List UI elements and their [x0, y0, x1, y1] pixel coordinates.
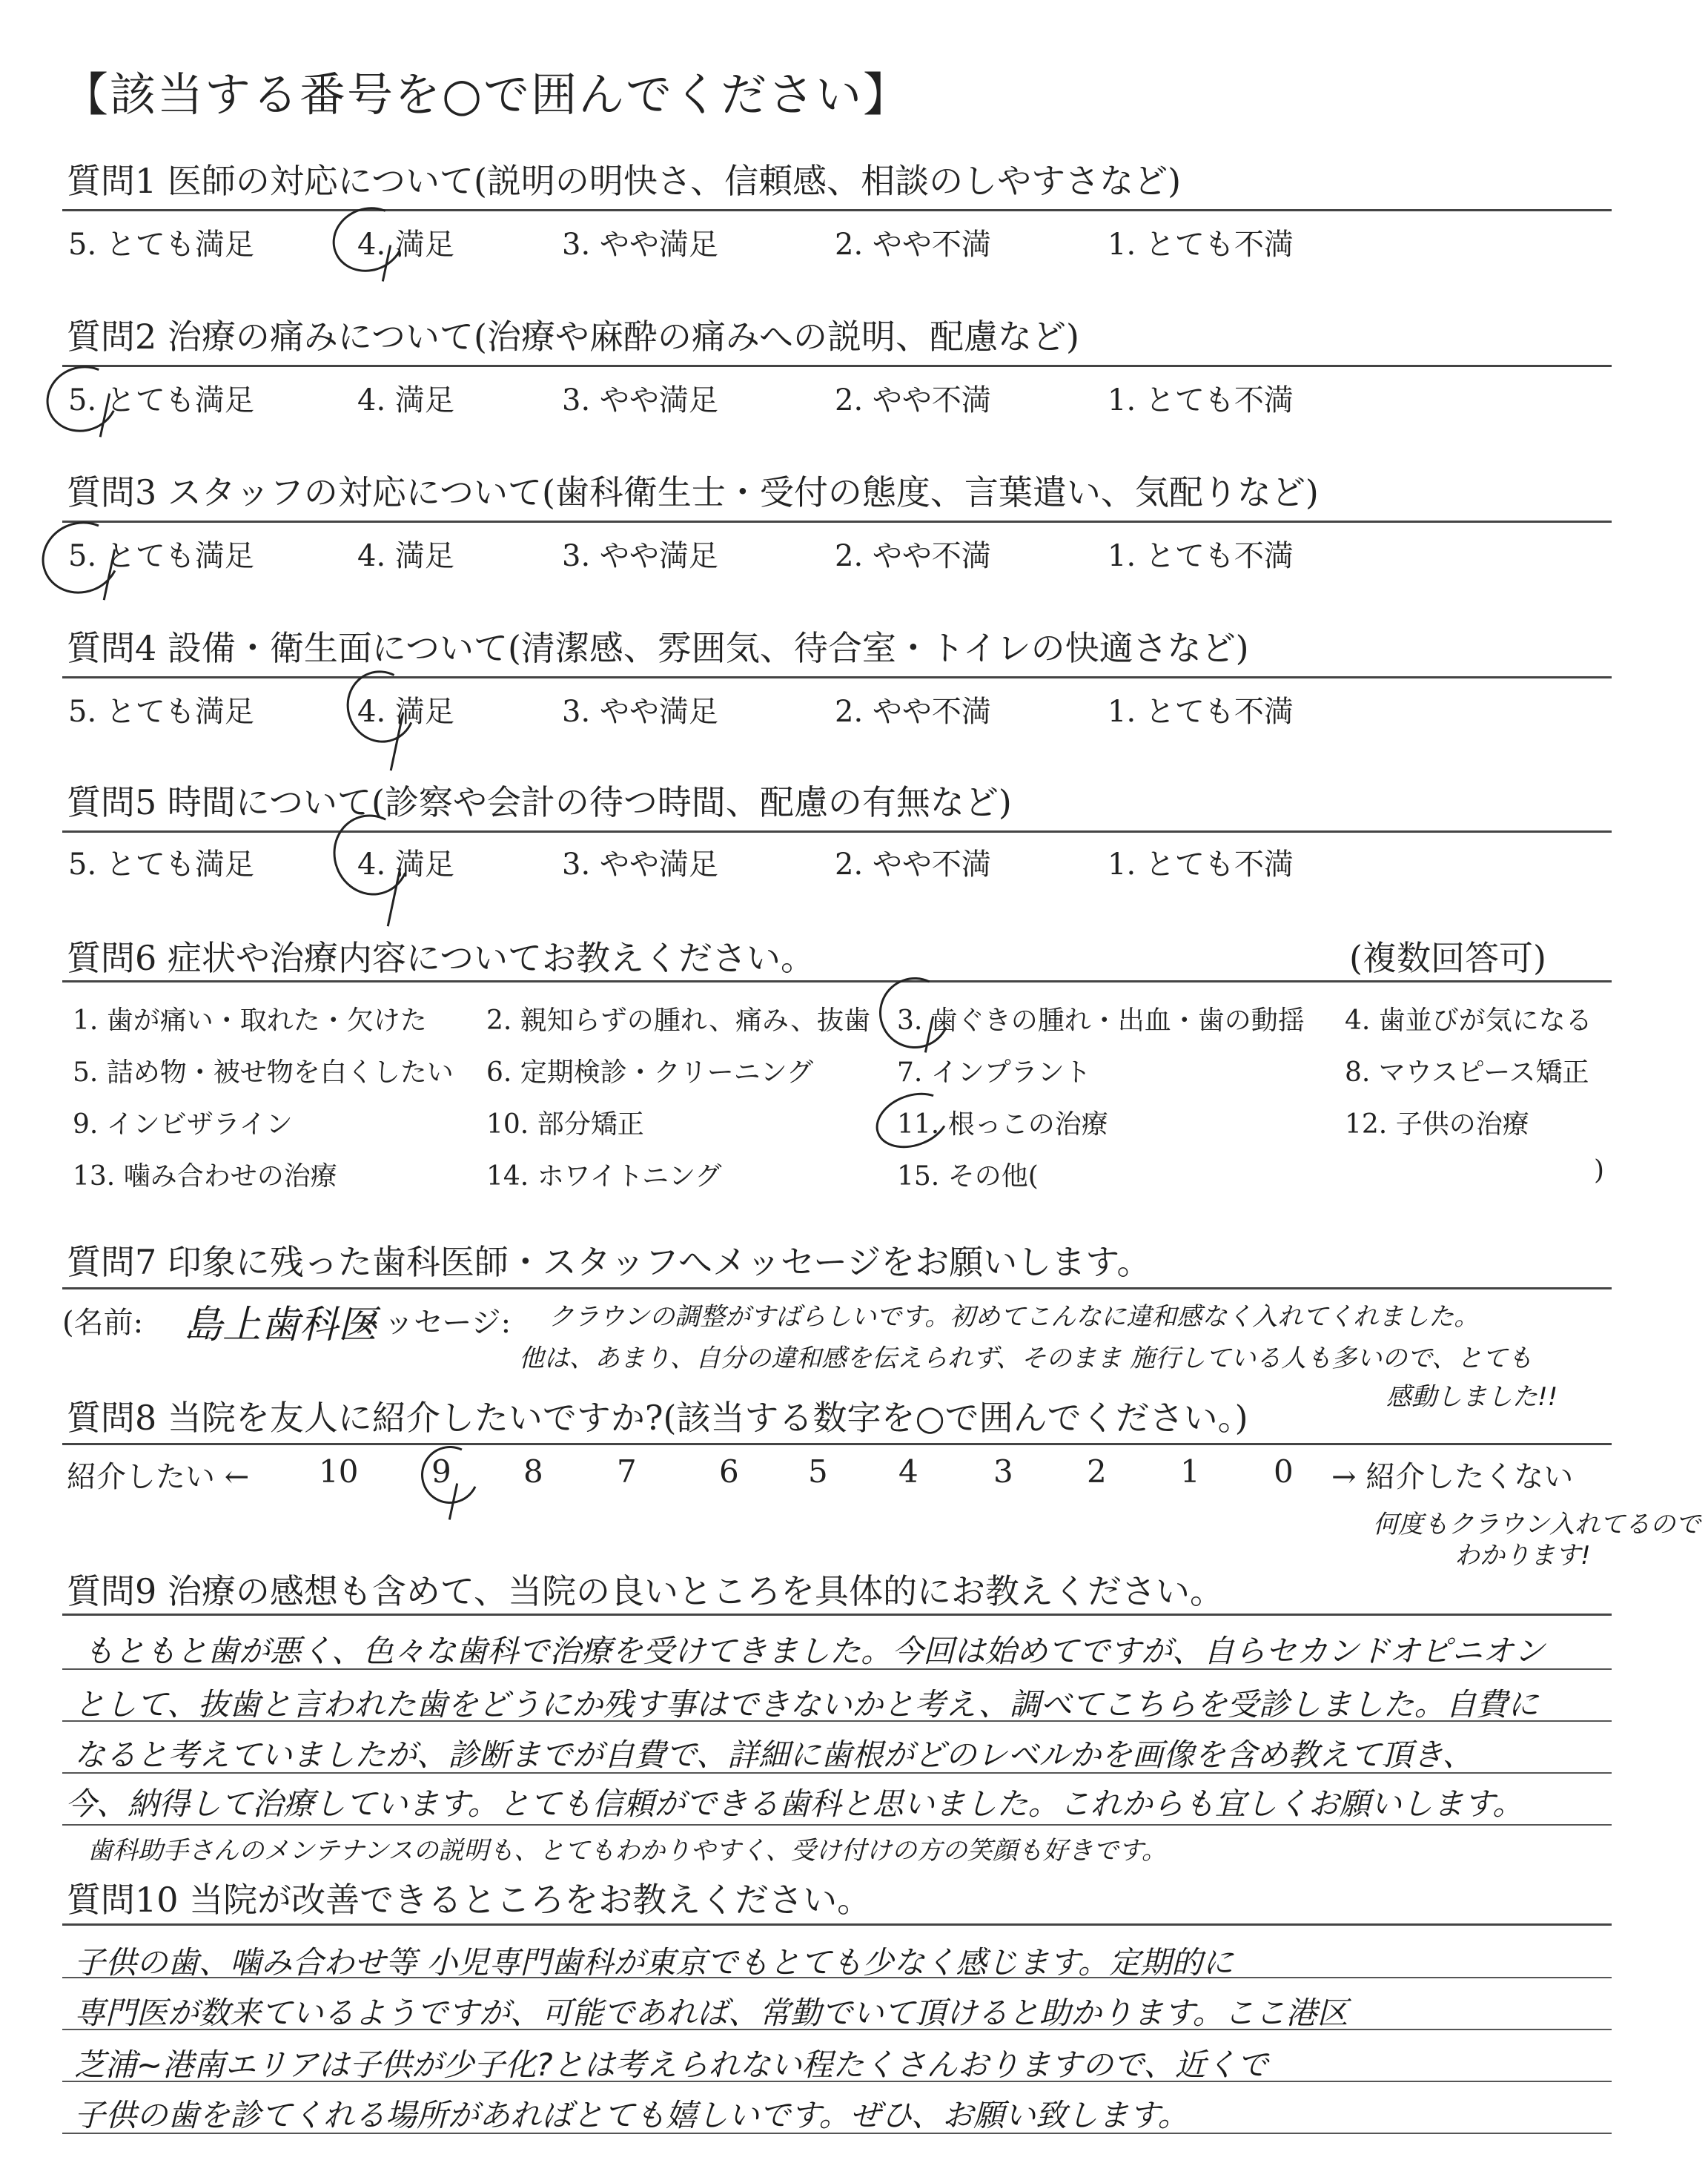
selection-circle-q4	[337, 661, 426, 753]
recommend-right-label: → 紹介したくない	[1331, 1460, 1574, 1494]
question-5-label: 質問5 時間について(診察や会計の待つ時間、配慮の有無など)	[67, 782, 1012, 822]
selection-circle-q2	[37, 356, 128, 442]
option-1[interactable]: 1. とても不満	[1108, 695, 1294, 729]
q10-writing-line	[62, 2081, 1612, 2082]
q6-item[interactable]: 6. 定期検診・クリーニング	[486, 1057, 814, 1088]
q9-line-2: として、抜歯と言われた歯をどうにか残す事はできないかと考え、調べてこちらを受診しました。自費に	[74, 1686, 1539, 1723]
question-8-label: 質問8 当院を友人に紹介したいですか?(該当する数字を○で囲んでください。)	[67, 1398, 1248, 1438]
option-4[interactable]: 4. 満足	[357, 695, 454, 729]
q6-item[interactable]: 8. マウスピース矯正	[1345, 1057, 1589, 1088]
scale-8[interactable]: 8	[523, 1453, 543, 1490]
q10-line-1: 子供の歯、噛み合わせ等 小児専門歯科が東京でもとても少なく感じます。定期的に	[74, 1944, 1234, 1981]
q9-writing-line	[62, 1668, 1612, 1670]
q9-line-3: なると考えていましたが、診断までが自費で、詳細に歯根がどのレベルかを画像を含め教えて頂き、	[74, 1737, 1474, 1773]
option-1[interactable]: 1. とても不満	[1108, 383, 1294, 417]
question-6-label: 質問6 症状や治療内容についてお教えください。	[67, 938, 815, 978]
option-4[interactable]: 4. 満足	[357, 539, 454, 573]
q6-item[interactable]: 1. 歯が痛い・取れた・欠けた	[73, 1005, 427, 1036]
q10-writing-line	[62, 2133, 1612, 2134]
message-prefix: メッセージ:	[354, 1306, 512, 1340]
option-3[interactable]: 3. やや満足	[562, 539, 718, 573]
scale-7[interactable]: 7	[617, 1453, 637, 1490]
option-2[interactable]: 2. やや不満	[835, 228, 991, 262]
q10-line-4: 子供の歯を診てくれる場所があればとても嬉しいです。ぜひ、お願い致します。	[74, 2097, 1189, 2133]
option-4[interactable]: 4. 満足	[357, 848, 454, 882]
option-2[interactable]: 2. やや不満	[835, 539, 991, 573]
q6-item[interactable]: 9. インビザライン	[73, 1109, 293, 1140]
question-3-rule	[62, 521, 1612, 523]
option-3[interactable]: 3. やや満足	[562, 848, 718, 882]
option-5[interactable]: 5. とても満足	[68, 383, 254, 417]
option-1[interactable]: 1. とても不満	[1108, 228, 1294, 262]
q6-item[interactable]: 14. ホワイトニング	[486, 1161, 722, 1192]
question-6-rule	[62, 980, 1612, 982]
question-2-label: 質問2 治療の痛みについて(治療や麻酔の痛みへの説明、配慮など)	[67, 317, 1079, 357]
question-8-rule	[62, 1443, 1612, 1445]
name-prefix: (名前:	[62, 1306, 144, 1340]
selection-circle-q3	[32, 511, 130, 604]
question-1-label: 質問1 医師の対応について(説明の明快さ、信頼感、相談のしやすさなど)	[67, 161, 1182, 201]
selection-circle-q8	[413, 1438, 487, 1512]
q10-writing-line	[62, 2029, 1612, 2030]
question-4-label: 質問4 設備・衛生面について(清潔感、雰囲気、待合室・トイレの快適さなど)	[67, 628, 1249, 668]
option-4[interactable]: 4. 満足	[357, 383, 454, 417]
scale-4[interactable]: 4	[898, 1453, 918, 1490]
q6-item[interactable]: 3. 歯ぐきの腫れ・出血・歯の動揺	[897, 1005, 1305, 1036]
scale-6[interactable]: 6	[719, 1453, 739, 1490]
page-title: 【該当する番号を○で囲んでください】	[62, 67, 911, 122]
question-6-note: (複数回答可)	[1349, 938, 1546, 978]
q6-item[interactable]: 15. その他(	[897, 1161, 1039, 1192]
question-7-rule	[62, 1287, 1612, 1289]
q6-item[interactable]: 12. 子供の治療	[1345, 1109, 1529, 1140]
q9-writing-line	[62, 1772, 1612, 1774]
option-3[interactable]: 3. やや満足	[562, 228, 718, 262]
q10-writing-line	[62, 1977, 1612, 1978]
name-handwritten: 島上歯科医	[184, 1303, 377, 1347]
scale-3[interactable]: 3	[993, 1453, 1013, 1490]
q6-item[interactable]: 4. 歯並びが気になる	[1345, 1005, 1592, 1036]
scale-5[interactable]: 5	[808, 1453, 828, 1490]
option-5[interactable]: 5. とても満足	[68, 848, 254, 882]
option-2[interactable]: 2. やや不満	[835, 848, 991, 882]
option-3[interactable]: 3. やや満足	[562, 695, 718, 729]
q6-item[interactable]: 7. インプラント	[897, 1057, 1091, 1088]
option-2[interactable]: 2. やや不満	[835, 695, 991, 729]
scale-10[interactable]: 10	[319, 1453, 359, 1490]
q6-item[interactable]: 2. 親知らずの腫れ、痛み、抜歯	[486, 1005, 871, 1036]
q9-line-4: 今、納得して治療しています。とても信頼ができる歯科と思いました。これからも宜しくお願いします。	[65, 1786, 1524, 1822]
message-line-3: 感動しました!!	[1386, 1382, 1558, 1412]
question-10-rule	[62, 1923, 1612, 1926]
message-line-1: クラウンの調整がすばらしいです。初めてこんなに違和感なく入れてくれました。	[549, 1302, 1480, 1332]
option-2[interactable]: 2. やや不満	[835, 383, 991, 417]
option-5[interactable]: 5. とても満足	[68, 695, 254, 729]
q6-other-close: )	[1594, 1155, 1605, 1186]
recommend-left-label: 紹介したい ←	[67, 1460, 250, 1494]
question-1-rule	[62, 209, 1612, 211]
q9-line-1: もともと歯が悪く、色々な歯科で治療を受けてきました。今回は始めてですが、自らセカンドオピニオン	[83, 1633, 1545, 1669]
question-4-rule	[62, 676, 1612, 678]
option-5[interactable]: 5. とても満足	[68, 539, 254, 573]
option-1[interactable]: 1. とても不満	[1108, 848, 1294, 882]
question-3-label: 質問3 スタッフの対応について(歯科衛生士・受付の態度、言葉遣い、気配りなど)	[67, 472, 1319, 512]
option-3[interactable]: 3. やや満足	[562, 383, 718, 417]
scale-2[interactable]: 2	[1087, 1453, 1107, 1490]
q6-item[interactable]: 11. 根っこの治療	[897, 1109, 1108, 1140]
q6-item[interactable]: 10. 部分矯正	[486, 1109, 644, 1140]
q10-line-2: 専門医が数来ているようですが、可能であれば、常勤でいて頂けると助かります。ここ港区	[74, 1995, 1348, 2031]
q9-line-5: 歯科助手さんのメンテナンスの説明も、とてもわかりやすく、受け付けの方の笑顔も好きです。	[87, 1836, 1167, 1866]
q8-note-line-2: わかります!	[1454, 1541, 1591, 1571]
option-1[interactable]: 1. とても不満	[1108, 539, 1294, 573]
question-5-rule	[62, 830, 1612, 833]
scale-9[interactable]: 9	[431, 1453, 451, 1490]
scale-1[interactable]: 1	[1180, 1453, 1200, 1490]
question-2-rule	[62, 365, 1612, 367]
question-7-label: 質問7 印象に残った歯科医師・スタッフへメッセージをお願いします。	[67, 1242, 1151, 1282]
q6-item[interactable]: 13. 噛み合わせの治療	[73, 1161, 337, 1192]
question-10-label: 質問10 当院が改善できるところをお教えください。	[67, 1880, 872, 1920]
question-9-label: 質問9 治療の感想も含めて、当院の良いところを具体的にお教えください。	[67, 1571, 1224, 1611]
q6-item[interactable]: 5. 詰め物・被せ物を白くしたい	[73, 1057, 454, 1088]
q8-note-line-1: 何度もクラウン入れてるので	[1373, 1510, 1701, 1539]
option-5[interactable]: 5. とても満足	[68, 228, 254, 262]
option-4[interactable]: 4. 満足	[357, 228, 454, 262]
scale-0[interactable]: 0	[1274, 1453, 1294, 1490]
q9-writing-line	[62, 1824, 1612, 1826]
q9-writing-line	[62, 1720, 1612, 1722]
question-9-rule	[62, 1614, 1612, 1616]
q10-line-3: 芝浦~港南エリアは子供が少子化?とは考えられない程たくさんおりますので、近くで	[74, 2047, 1268, 2083]
selection-circle-q6-item11	[868, 1083, 957, 1158]
message-line-2: 他は、あまり、自分の違和感を伝えられず、そのまま 施行している人も多いので、とても	[519, 1344, 1533, 1373]
